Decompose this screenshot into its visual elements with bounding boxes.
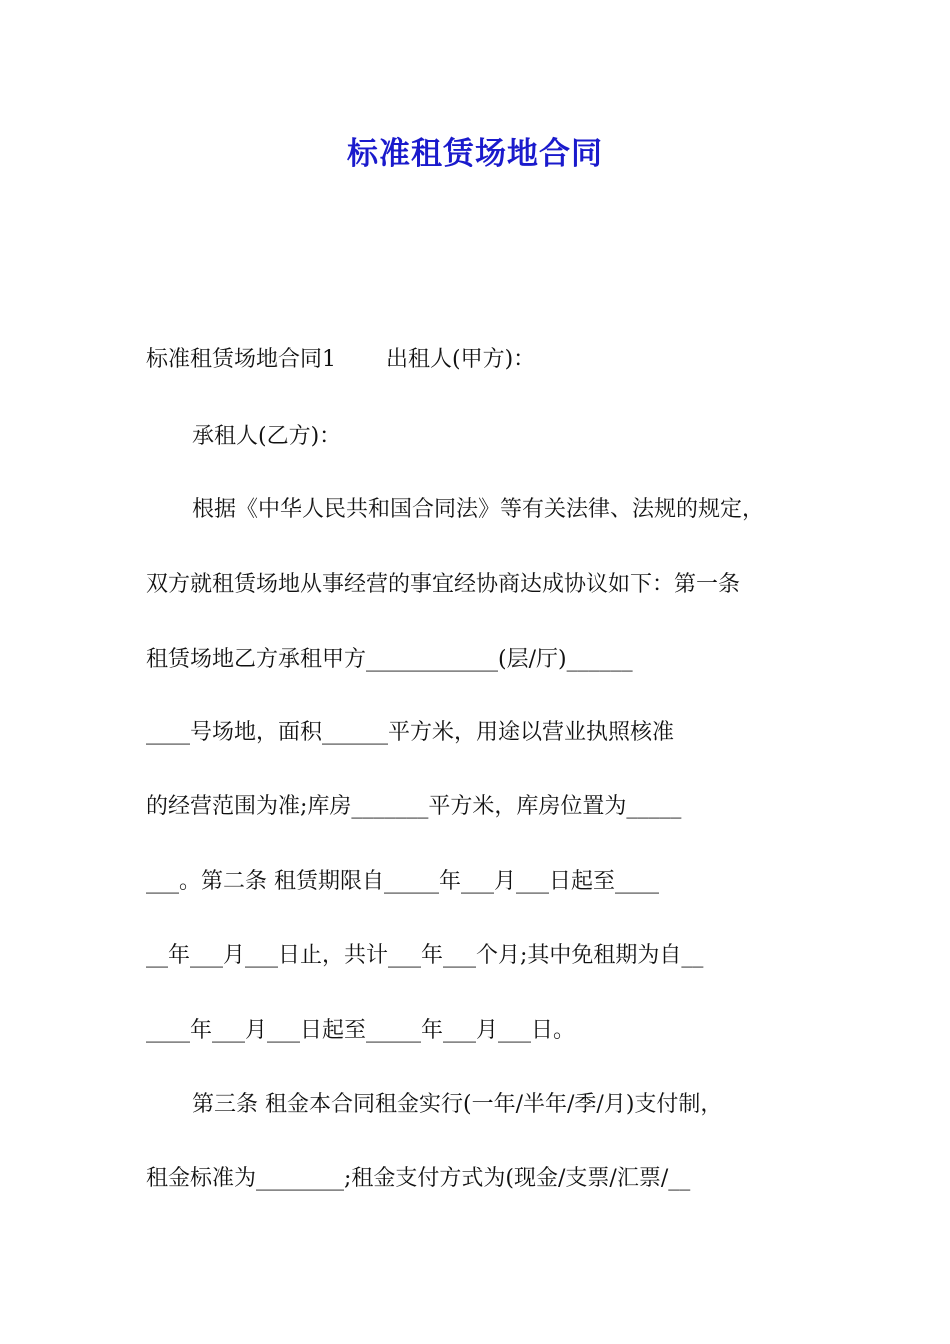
lessor-label: 出租人(甲方)： xyxy=(386,347,536,372)
paragraph-line: 的经营范围为准;库房_______平方米，库房位置为_____ xyxy=(146,794,682,819)
paragraph-line: 租赁场地乙方承租甲方____________(层/厅)______ xyxy=(146,647,633,672)
paragraph-line: __年___月___日止，共计___年___个月;其中免租期为自__ xyxy=(146,943,704,968)
contract-heading: 标准租赁场地合同1 xyxy=(146,347,336,372)
paragraph-line: 租金标准为________;租金支付方式为(现金/支票/汇票/__ xyxy=(146,1166,691,1191)
lessee-label: 承租人(乙方)： xyxy=(192,424,342,449)
paragraph-line: ____年___月___日起至_____年___月___日。 xyxy=(146,1018,576,1043)
document-title: 标准租赁场地合同 xyxy=(347,136,603,172)
paragraph-line: 根据《中华人民共和国合同法》等有关法律、法规的规定， xyxy=(192,497,765,522)
paragraph-line: ___。第二条 租赁期限自_____年___月___日起至____ xyxy=(146,869,659,894)
paragraph-line xyxy=(146,342,810,378)
paragraph-line: 第三条 租金本合同租金实行(一年/半年/季/月)支付制， xyxy=(192,1092,723,1117)
paragraph-line: ____号场地，面积______平方米，用途以营业执照核准 xyxy=(146,720,675,745)
paragraph-line: 双方就租赁场地从事经营的事宜经协商达成协议如下：第一条 xyxy=(146,572,741,597)
